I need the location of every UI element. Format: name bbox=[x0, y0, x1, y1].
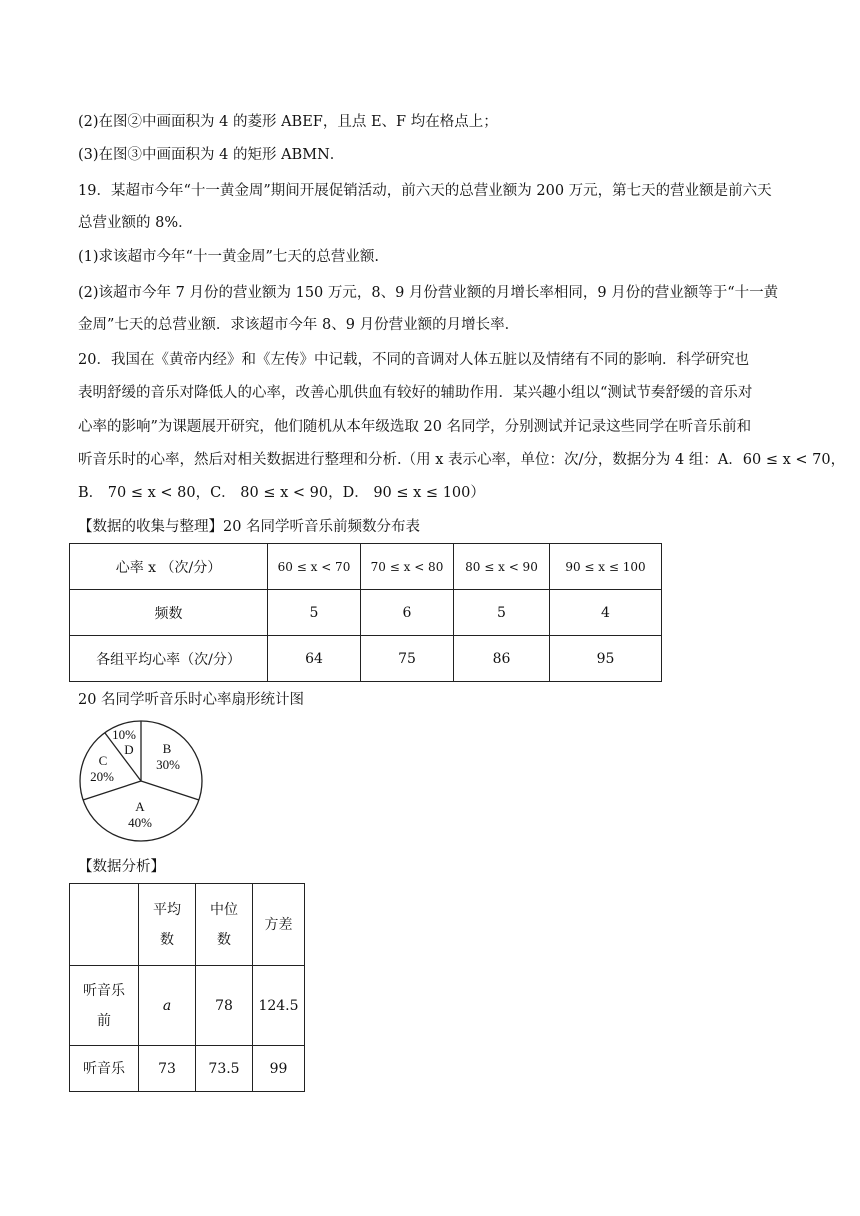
table-cell: 124.5 bbox=[253, 966, 305, 1046]
table-cell: 各组平均心率（次/分） bbox=[70, 636, 268, 682]
text-line: (3)在图③中画面积为 4 的矩形 ABMN． bbox=[78, 147, 345, 163]
slice-value-d: 10% bbox=[112, 727, 136, 742]
table-cell: 心率 x （次/分） bbox=[70, 544, 268, 590]
text-line: 心率的影响”为课题展开研究，他们随机从本年级选取 20 名同学，分别测试并记录这些同学在听音乐前和 bbox=[78, 419, 752, 435]
text-line: (2)该超市今年 7 月份的营业额为 150 万元，8、9 月份营业额的月增长率相同，9 月份的营业额等于“十一黄 bbox=[78, 285, 779, 301]
slice-value-b: 30% bbox=[156, 757, 180, 772]
text-line: 金周”七天的总营业额．求该超市今年 8、9 月份营业额的月增长率． bbox=[78, 317, 520, 333]
text-line: B． 70 ≤ x < 80，C． 80 ≤ x < 90，D． 90 ≤ x ≤ 100） bbox=[78, 485, 485, 501]
header-median: 数 bbox=[217, 931, 231, 948]
text-line: 20．我国在《黄帝内经》和《左传》中记载，不同的音调对人体五脏以及情绪有不同的影响．科学研究也 bbox=[78, 352, 749, 368]
header-variance: 方差 bbox=[253, 884, 305, 966]
row-label: 前 bbox=[97, 1012, 111, 1029]
table-cell: 99 bbox=[253, 1046, 305, 1092]
text-line: 听音乐时的心率，然后对相关数据进行整理和分析.（用 x 表示心率，单位：次/分，数据分为 4 组：A．60 ≤ x < 70， bbox=[78, 452, 846, 468]
table-cell: 6 bbox=[361, 590, 454, 636]
table-cell: 73 bbox=[139, 1046, 196, 1092]
table-cell bbox=[139, 884, 196, 966]
table-cell: 5 bbox=[454, 590, 550, 636]
table-cell: 90 ≤ x ≤ 100 bbox=[550, 544, 662, 590]
table-cell bbox=[70, 966, 139, 1046]
table-row bbox=[70, 544, 662, 590]
text-line: 总营业额的 8%． bbox=[78, 215, 193, 231]
row-label: 听音乐 bbox=[83, 982, 125, 999]
slice-value-c: 20% bbox=[90, 769, 114, 784]
table-cell: 听音乐 bbox=[70, 1046, 139, 1092]
section-heading: 【数据的收集与整理】20 名同学听音乐前频数分布表 bbox=[78, 519, 421, 535]
frequency-table bbox=[69, 543, 662, 682]
header-median: 中位 bbox=[210, 901, 238, 918]
analysis-table bbox=[69, 883, 305, 1092]
table-cell: 70 ≤ x < 80 bbox=[361, 544, 454, 590]
table-cell: 64 bbox=[268, 636, 361, 682]
table-cell: 5 bbox=[268, 590, 361, 636]
table-row bbox=[70, 636, 662, 682]
slice-label-c: C bbox=[98, 753, 108, 768]
chart-caption: 20 名同学听音乐时心率扇形统计图 bbox=[78, 692, 305, 708]
table-cell: 78 bbox=[196, 966, 253, 1046]
table-row bbox=[70, 884, 305, 966]
table-cell bbox=[70, 884, 139, 966]
table-cell: 4 bbox=[550, 590, 662, 636]
table-cell: 80 ≤ x < 90 bbox=[454, 544, 550, 590]
table-cell bbox=[196, 884, 253, 966]
slice-label-b: B bbox=[162, 741, 172, 756]
section-heading: 【数据分析】 bbox=[78, 859, 165, 875]
slice-value-a: 40% bbox=[128, 815, 152, 830]
text-line: (1)求该超市今年“十一黄金周”七天的总营业额. bbox=[78, 249, 379, 265]
table-row bbox=[70, 590, 662, 636]
text-line: 表明舒缓的音乐对降低人的心率，改善心肌供血有较好的辅助作用．某兴趣小组以“测试节奏舒缓的音乐对 bbox=[78, 385, 753, 401]
text-line: (2)在图②中画面积为 4 的菱形 ABEF，且点 E、F 均在格点上； bbox=[78, 114, 498, 130]
table-cell: 73.5 bbox=[196, 1046, 253, 1092]
pie-chart bbox=[78, 719, 208, 843]
header-mean: 平均 bbox=[153, 901, 181, 918]
table-cell: a bbox=[139, 966, 196, 1046]
table-row bbox=[70, 966, 305, 1046]
table-cell: 95 bbox=[550, 636, 662, 682]
slice-label-a: A bbox=[135, 799, 145, 814]
table-cell: 86 bbox=[454, 636, 550, 682]
slice-label-d: D bbox=[124, 742, 134, 757]
table-cell: 75 bbox=[361, 636, 454, 682]
text-line: 19．某超市今年“十一黄金周”期间开展促销活动，前六天的总营业额为 200 万元，第七天的营业额是前六天 bbox=[78, 183, 772, 199]
table-cell: 60 ≤ x < 70 bbox=[268, 544, 361, 590]
table-cell: 频数 bbox=[70, 590, 268, 636]
table-row bbox=[70, 1046, 305, 1092]
slice-divider bbox=[141, 781, 199, 800]
header-mean: 数 bbox=[160, 931, 174, 948]
